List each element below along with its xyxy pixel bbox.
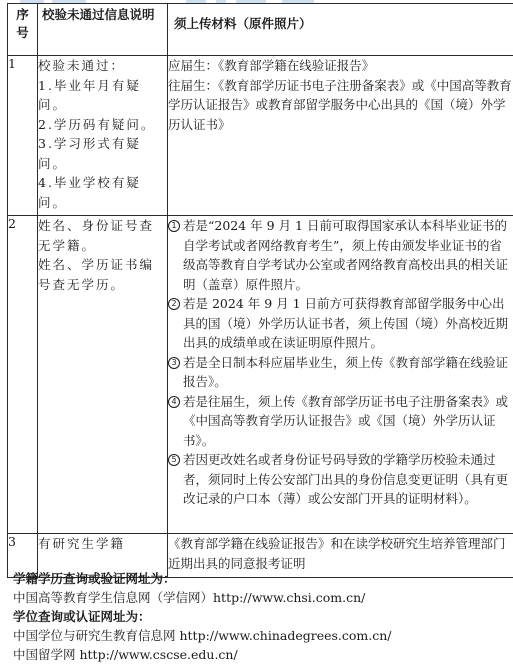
table-row xyxy=(8,216,513,534)
materials-line: 《教育部学籍在线验证报告》和在读学校研究生培养管理部门近期出具的同意报考证明 xyxy=(168,536,506,571)
circled-number-icon: 3 xyxy=(168,357,180,369)
circled-number-icon: 4 xyxy=(168,396,180,408)
header-serial-label: 序 号 xyxy=(16,7,29,40)
item-text: 若是“2024 年 9 月 1 日前可取得国家承认本科毕业证书的自学考试或者网络教育考生”，须上传由颁发毕业证书的省级高等教育自学考试办公室或者网络教育高校出具的相关证明（盖章）原件照片。 xyxy=(183,218,509,292)
cscse-link[interactable]: 中国留学网 http://www.cscse.edu.cn/ xyxy=(13,647,238,662)
item-text: 若是全日制本科应届毕业生，须上传《教育部学籍在线验证报告》。 xyxy=(183,354,509,389)
reason-line: 有研究生学籍 xyxy=(38,536,126,551)
table-header-row xyxy=(8,4,513,56)
header-reason-label: 校验未通过信息说明 xyxy=(42,7,155,22)
numbered-item xyxy=(168,216,513,294)
reason-line: 校验未通过： xyxy=(38,58,126,73)
item-text: 若是往届生，须上传《教育部学历证书电子注册备案表》或《中国高等教育学历认证报告》或《国（境）外学历认证书》。 xyxy=(183,393,509,448)
row-number xyxy=(8,56,38,216)
header-materials-label: 须上传材料（原件照片） xyxy=(174,16,312,31)
row-reason xyxy=(38,216,168,534)
reason-line: 姓名、身份证号查无学籍。 xyxy=(38,218,155,253)
circled-number-icon: 1 xyxy=(168,220,180,232)
materials-line: 往届生：《教育部学历证书电子注册备案表》或《中国高等教育学历认证报告》或教育部留学服务中心出具的《国（境）外学历认证书》 xyxy=(168,77,512,132)
numbered-item xyxy=(168,294,513,353)
numbered-item xyxy=(168,392,513,451)
reason-line: 3.学习形式有疑问。 xyxy=(38,136,141,171)
row-number-text: 3 xyxy=(8,534,16,549)
header-serial xyxy=(8,4,38,56)
chsi-link[interactable]: 中国高等教育学生信息网（学信网）http://www.chsi.com.cn/ xyxy=(13,590,366,605)
item-text: 若是 2024 年 9 月 1 日前方可获得教育部留学服务中心出具的国（境）外学历认证书者，须上传国（境）外高校近期出具的成绩单或在读证明原件照片。 xyxy=(183,296,509,350)
reason-line: 1.毕业年月有疑问。 xyxy=(38,77,141,112)
header-reason xyxy=(38,4,168,56)
numbered-item xyxy=(168,353,513,392)
circled-number-icon: 5 xyxy=(168,454,180,466)
row-number xyxy=(8,216,38,534)
reason-line: 4.毕业学校有疑问。 xyxy=(38,175,141,210)
reason-line: 姓名、学历证书编号查无学历。 xyxy=(38,257,155,292)
row-reason xyxy=(38,56,168,216)
chinadegrees-link[interactable]: 中国学位与研究生教育信息网 http://www.chinadegrees.com.cn/ xyxy=(13,628,392,643)
circled-number-icon: 2 xyxy=(168,298,180,310)
reason-line: 2.学历码有疑问。 xyxy=(38,116,156,132)
row-materials xyxy=(168,216,513,534)
table-row xyxy=(8,56,513,216)
degree-sites-title: 学位查询或认证网址为： xyxy=(13,609,151,624)
row-number-text: 2 xyxy=(8,216,16,231)
item-text: 若因更改姓名或者身份证号码导致的学籍学历校验未通过者，须同时上传公安部门出具的身份信息变更证明（具有更改记录的户口本（薄）或公安部门开具的证明材料）。 xyxy=(183,452,509,506)
numbered-item xyxy=(168,450,513,509)
header-materials xyxy=(168,4,513,56)
upload-materials-table xyxy=(7,3,513,578)
row-number-text: 1 xyxy=(8,56,16,71)
verify-sites-title: 学籍学历查询或验证网址为： xyxy=(13,571,176,586)
row-materials xyxy=(168,534,513,578)
row-materials xyxy=(168,56,513,216)
materials-line: 应届生：《教育部学籍在线验证报告》 xyxy=(168,58,375,73)
